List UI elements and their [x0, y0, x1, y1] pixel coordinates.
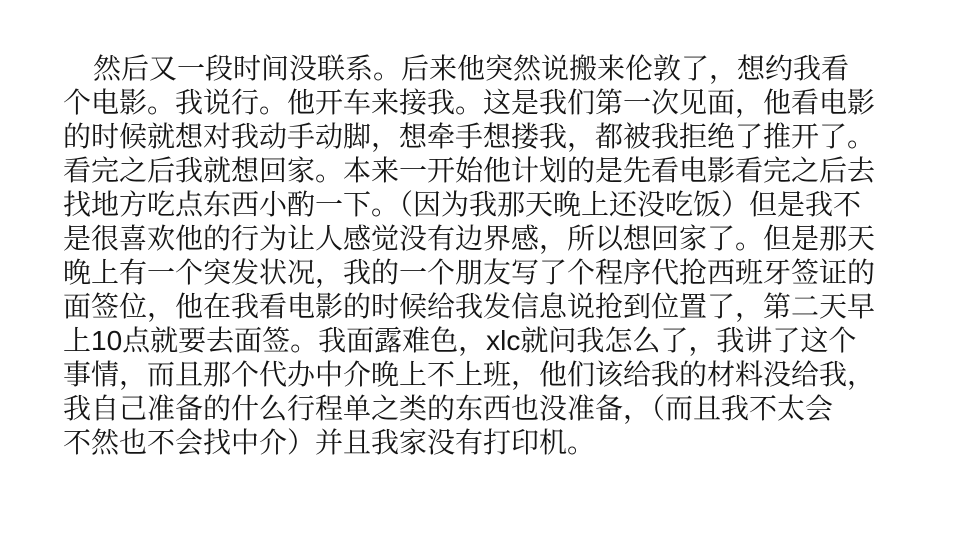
text-line: 不然也不会找中介）并且我家没有打印机。 — [63, 427, 596, 458]
text-line: 我自己准备的什么行程单之类的东西也没准备，（而且我不太会 — [63, 393, 834, 424]
text-line: 上10点就要去面签。我面露难色，xlc就问我怎么了，我讲了这个 — [63, 325, 857, 356]
text-line: 晚上有一个突发状况，我的一个朋友写了个程序代抢西班牙签证的 — [63, 257, 876, 288]
text-line: 个电影。我说行。他开车来接我。这是我们第一次见面，他看电影 — [63, 87, 876, 118]
text-line: 然后又一段时间没联系。后来他突然说搬来伦敦了，想约我看 — [93, 53, 850, 84]
paragraph — [63, 52, 908, 460]
text-line: 是很喜欢他的行为让人感觉没有边界感，所以想回家了。但是那天 — [63, 223, 876, 254]
text-line: 事情，而且那个代办中介晚上不上班，他们该给我的材料没给我， — [63, 359, 876, 390]
text-line: 找地方吃点东西小酌一下。（因为我那天晚上还没吃饭）但是我不 — [63, 189, 862, 220]
text-line: 的时候就想对我动手动脚，想牵手想搂我，都被我拒绝了推开了。 — [63, 121, 876, 152]
text-line: 面签位，他在我看电影的时候给我发信息说抢到位置了，第二天早 — [63, 291, 876, 322]
text-line: 看完之后我就想回家。本来一开始他计划的是先看电影看完之后去 — [63, 155, 876, 186]
